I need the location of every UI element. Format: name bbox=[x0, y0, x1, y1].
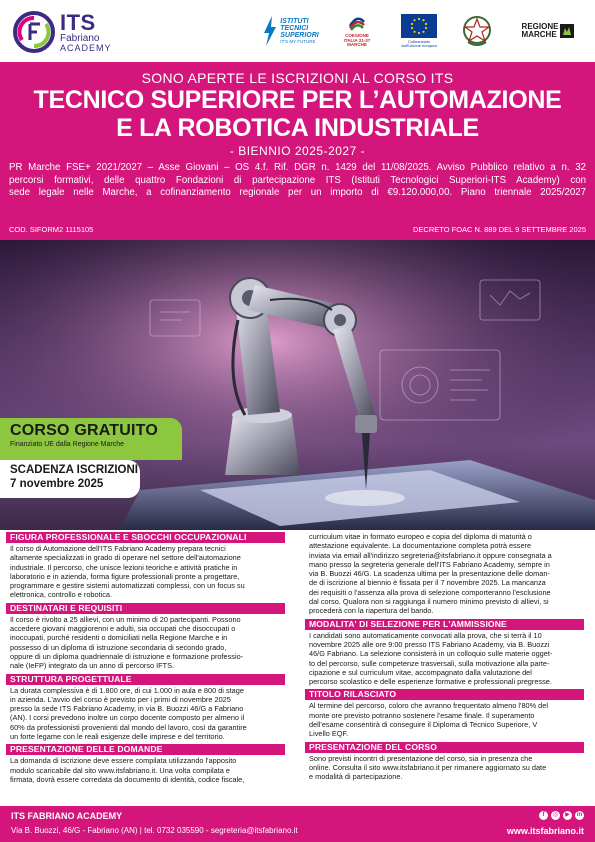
footer-address: Via B. Buozzi, 46/G - Fabriano (AN) | tel. 0732 035590 - segreteria@itsfabriano.it bbox=[11, 826, 298, 835]
its-logo-academy: ACADEMY bbox=[60, 42, 112, 53]
social-icons bbox=[539, 811, 584, 820]
footer-name: ITS FABRIANO ACADEMY bbox=[11, 811, 123, 821]
section-figura bbox=[6, 532, 285, 603]
its-partner-line3: SUPERIORI bbox=[280, 31, 319, 39]
section-heading: DESTINATARI E REQUISITI bbox=[6, 603, 285, 614]
eu-cofinanced-logo[interactable] bbox=[398, 12, 440, 50]
body-line: possesso di un diploma di istruzione secondaria di secondo grado, bbox=[10, 642, 227, 652]
its-logo-mark-icon bbox=[12, 10, 56, 54]
decreto-label: DECRETO FOAC N. 889 DEL 9 SETTEMBRE 2025 bbox=[413, 225, 586, 234]
body-line: dell'esame consentirà di conseguire il Diploma di Tecnico Superiore, V bbox=[309, 720, 538, 730]
its-partner-line2: TECNICI bbox=[280, 24, 309, 32]
body-line: laboratorio e in azienda, forma figure professionali pronte a progettare, bbox=[10, 571, 240, 581]
eu-line1: Cofinanziato bbox=[407, 38, 431, 44]
regione-marche-logo[interactable] bbox=[520, 12, 576, 50]
section-body bbox=[6, 543, 285, 603]
youtube-icon[interactable]: ▶ bbox=[563, 811, 572, 820]
section-heading: PRESENTAZIONE DEL CORSO bbox=[305, 742, 584, 753]
section-domande-continued bbox=[305, 532, 584, 619]
body-line: dei requisiti o l'assenza alla prova di selezione comporteranno l'esclusione bbox=[309, 587, 551, 597]
body-line: accedere giovani maggiorenni e adulti, sia occupati che disoccupati o bbox=[10, 624, 236, 634]
section-heading: STRUTTURA PROGETTUALE bbox=[6, 674, 285, 685]
funding-line: PR Marche FSE+ 2021/2027 – Asse Giovani – OS 4.f. Rif. DGR n. 1429 del 11/08/2025. Avviso Pubblico relativo a n. 32 bbox=[9, 162, 586, 173]
its-logo-text: ITS bbox=[60, 9, 96, 35]
regione-marche-emblem-icon bbox=[560, 24, 574, 38]
body-line: I candidati sono automaticamente convocati alla prova, che si terrà il 10 bbox=[309, 630, 542, 640]
funding-description bbox=[9, 162, 586, 200]
body-line: monte ore previsto potranno sostenere l'esame finale. Il superamento bbox=[309, 710, 535, 720]
section-struttura bbox=[6, 674, 285, 745]
coesione-line2: ITALIA 21-27 bbox=[343, 37, 371, 43]
regione-line2: MARCHE bbox=[521, 30, 557, 39]
eu-flag-icon bbox=[401, 14, 437, 38]
body-line: to del percorso, sulle competenze trasversali, sulla motivazione alla parte- bbox=[309, 658, 550, 668]
its-logo-fabriano: Fabriano bbox=[60, 32, 100, 44]
body-line: Il corso di Automazione dell'ITS Fabriano Academy prepara tecnici bbox=[10, 544, 226, 553]
section-body bbox=[305, 753, 584, 785]
corso-gratuito-badge bbox=[0, 418, 182, 460]
body-line: de di iscrizione al biennio è fissata per il 7 novembre 2025. La mancanza bbox=[309, 578, 546, 588]
course-title-line2: E LA ROBOTICA INDUSTRIALE bbox=[116, 114, 479, 142]
scadenza-label: SCADENZA ISCRIZIONI bbox=[10, 464, 138, 476]
repubblica-italiana-emblem[interactable] bbox=[462, 12, 492, 50]
coesione-swirl-icon bbox=[347, 14, 367, 32]
body-line: presso la sede ITS Fabriano Academy, in via B. Buozzi 46/G a Fabriano bbox=[10, 704, 244, 714]
body-line: inviata via email all'indirizzo segreteria@itsfabriano.it oppure consegnata a bbox=[309, 550, 552, 560]
biennio-label: - BIENNIO 2025-2027 - bbox=[229, 144, 366, 158]
body-line: dal corso. Qualora non si raggiunga il numero minimo previsto di allievi, si bbox=[309, 597, 549, 607]
body-line: 60% da professionisti provenienti dal mondo del lavoro, così da garantire bbox=[10, 722, 247, 732]
its-my-future-logo[interactable] bbox=[256, 12, 326, 50]
body-line: altamente specializzati in grado di operare nel settore dell'automazione bbox=[10, 553, 241, 563]
section-heading: FIGURA PROFESSIONALE E SBOCCHI OCCUPAZIONALI bbox=[6, 532, 285, 543]
siform-code: COD. SIFORM2 1115105 bbox=[9, 225, 94, 234]
body-line: Livello EQF. bbox=[309, 729, 349, 739]
section-body bbox=[6, 755, 285, 787]
website-link[interactable]: www.itsfabriano.it bbox=[506, 826, 584, 836]
body-line: programmare e gestire sistemi automatizzati complessi, con un focus su bbox=[10, 581, 245, 591]
body-line: un forte legame con le reali esigenze delle imprese e del territorio. bbox=[10, 732, 225, 742]
body-line: online. Consulta il sito www.itsfabriano.it per rimanere aggiornato su date bbox=[309, 762, 547, 772]
body-line: (AN). I corsi prevedono inoltre un corpo docente composto per almeno il bbox=[10, 713, 245, 723]
body-line: cipazione e sul curriculum vitae, accompagnato dalla valutazione del bbox=[309, 667, 532, 677]
banner-intro: SONO APERTE LE ISCRIZIONI AL CORSO ITS bbox=[141, 70, 454, 86]
linkedin-icon[interactable]: in bbox=[576, 812, 583, 818]
facebook-icon[interactable]: f bbox=[539, 811, 548, 820]
body-line: nale (IeFP) integrato da un anno di percorso IFTS. bbox=[10, 661, 175, 671]
funding-line: percorsi formativi, delle quattro Fondazioni di partecipazione ITS (Istituti Tecnologici Superiori-ITS Academy) con bbox=[9, 174, 586, 186]
corso-gratuito-sub: Finanziato UE dalla Regione Marche bbox=[10, 441, 125, 448]
regione-line1: REGIONE bbox=[521, 22, 559, 31]
section-presentazione-corso bbox=[305, 742, 584, 785]
section-titolo bbox=[305, 689, 584, 741]
its-fabriano-logo[interactable] bbox=[12, 8, 132, 56]
instagram-icon[interactable]: ◎ bbox=[552, 812, 559, 818]
its-partner-line1: ISTITUTI bbox=[280, 17, 309, 25]
coesione-line1: COESIONE bbox=[345, 32, 369, 38]
funding-line: sede legale nelle Marche, a cofinanziamento regionale per un importo di €9.120.000,00. Piano triennale 2025/2027 bbox=[9, 187, 586, 198]
body-line: inoccupati, purché residenti o domiciliati nella Regione Marche e in bbox=[10, 633, 228, 643]
body-line: Sono previsti incontri di presentazione del corso, sia in presenza che bbox=[309, 753, 533, 763]
body-line: in azienda. L’avvio del corso è previsto per i primi di novembre 2025 bbox=[10, 694, 231, 704]
body-line: Al termine del percorso, coloro che avranno frequentato almeno l'80% del bbox=[309, 701, 548, 711]
lightning-bolt-icon bbox=[263, 16, 277, 46]
body-line: elettronica, controllo e robotica. bbox=[10, 590, 113, 600]
section-destinatari bbox=[6, 603, 285, 674]
body-line: modulo scaricabile dal sito www.itsfabriano.it. Una volta compilata e bbox=[10, 765, 231, 775]
section-heading: MODALITA' DI SELEZIONE PER L'AMMISSIONE bbox=[305, 619, 584, 630]
body-line: mano presso la segreteria generale dell'ITS Fabriano Academy, sempre in bbox=[309, 559, 550, 569]
corso-gratuito-title: CORSO GRATUITO bbox=[10, 422, 158, 439]
coesione-italia-logo[interactable] bbox=[340, 12, 374, 50]
left-column bbox=[6, 532, 285, 787]
header-logos bbox=[0, 0, 595, 62]
body-line: La domanda di iscrizione deve essere compilata utilizzando l'apposito bbox=[10, 756, 237, 766]
section-presentazione-domande bbox=[6, 744, 285, 787]
body-line: curriculum vitae in formato europeo e copia del diploma di maturità o bbox=[309, 532, 532, 541]
body-line: procederà con la riapertura del bando. bbox=[309, 606, 434, 616]
right-column bbox=[305, 532, 584, 785]
body-line: Il corso è rivolto a 25 allievi, con un minimo di 20 partecipanti. Possono bbox=[10, 614, 241, 624]
body-line: via B. Buozzi 46/G. La scadenza ultima per la presentazione delle doman- bbox=[309, 569, 550, 579]
course-title-line1: TECNICO SUPERIORE PER L’AUTOMAZIONE bbox=[33, 86, 562, 114]
body-line: 46/G Fabriano. La selezione consisterà in un colloquio sulle materie ogget- bbox=[309, 649, 553, 659]
body-line: La durata complessiva è di 1.800 ore, di cui 1.000 in aula e 800 di stage bbox=[10, 685, 244, 695]
body-line: attestazione equivalente. La documentazione completa potrà essere bbox=[309, 541, 532, 551]
section-selezione bbox=[305, 619, 584, 690]
body-line: oppure di un diploma quadriennale di istruzione e formazione professio- bbox=[10, 651, 244, 661]
section-body bbox=[6, 685, 285, 745]
body-line: e modalità di partecipazione. bbox=[309, 772, 403, 782]
section-body bbox=[305, 532, 584, 619]
italian-emblem-icon bbox=[462, 14, 492, 48]
section-heading: TITOLO RILASCIATO bbox=[305, 689, 584, 700]
body-line: firmata, dovrà essere corredata da documento di identità, codice fiscale, bbox=[10, 774, 245, 784]
section-body bbox=[305, 700, 584, 741]
footer bbox=[0, 806, 595, 842]
body-line: novembre 2025 alle ore 9:00 presso ITS Fabriano Academy, via B. Buozzi bbox=[309, 639, 550, 649]
body-line: industriale. Il percorso, che unisce lezioni teoriche e attività pratiche in bbox=[10, 562, 238, 572]
section-heading: PRESENTAZIONE DELLE DOMANDE bbox=[6, 744, 285, 755]
title-banner bbox=[0, 62, 595, 240]
its-partner-tagline: IT'S MY FUTURE bbox=[280, 38, 316, 44]
scadenza-date: 7 novembre 2025 bbox=[10, 477, 104, 490]
scadenza-badge bbox=[0, 460, 140, 498]
section-body bbox=[6, 614, 285, 674]
eu-line2: dall'Unione europea bbox=[401, 43, 437, 48]
section-body bbox=[305, 630, 584, 690]
coesione-line3: MARCHE bbox=[347, 42, 367, 48]
body-line: percorso scolastico e delle esperienze formative e professionali pregresse. bbox=[309, 677, 552, 687]
